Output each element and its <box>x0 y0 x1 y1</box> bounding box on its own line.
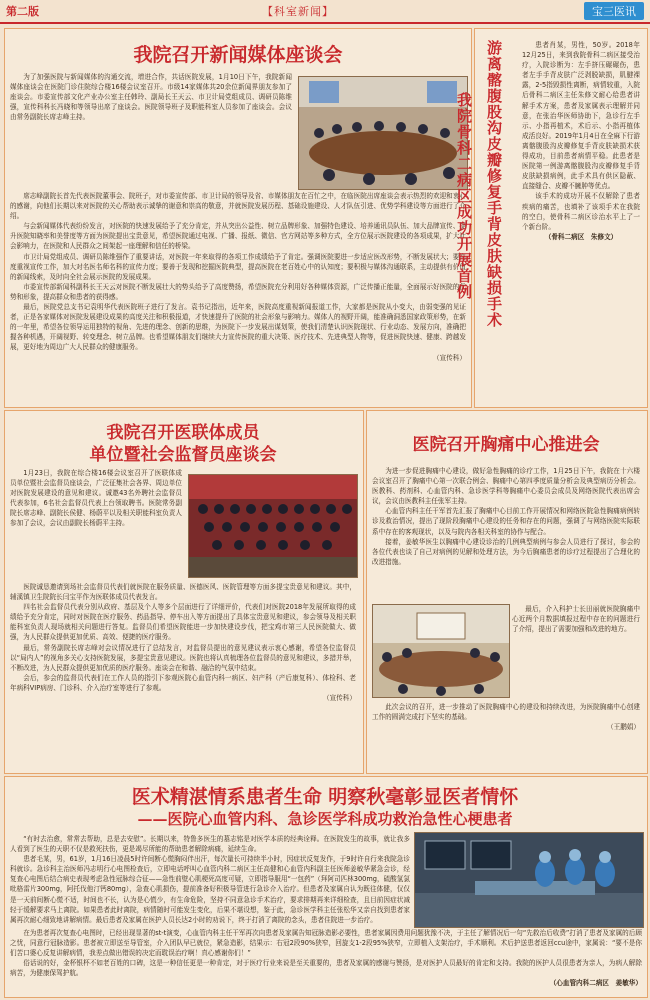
paragraph: 患者毛某，男，61岁，1月16日凌晨5时许间断心慌胸闷伴出汗，每次量长可持续半小时，因症状反复发作，于9时许自行来我院急诊科就诊。急诊科主治医师冯志明行心电图检查后，立即电话呼叫心血管内科二病区主任高健和心血管内科副主任医师姜敏华紧急会诊，经复查心电图后结合病史表现考虑急性冠脉综合征——急性前壁心肌梗死高度可疑，立即指导服用“一包药”（拜阿司匹林300mg，硫酸氢氯吡格雷片300mg，阿托伐他汀钙80mg），急查心肌损伤，提前准备好积极导管进行急诊介入治疗。但患者及家属自认为既往体健，仅仅是一天前间断心慌不适，时间也不长，认为是心慌少，有生命危险，坚持不同意急诊手术治疗，要求排期再来详细检查，且目前因症状减轻于缓解要求马上离院。如果患者此时离院，病情随时可能发生变化，后果不堪设想，鉴于此，急诊医学科主任张松华又亲自找到患者家属再次耐心细致地讲解病情。最后患者及家属在医护人员长达2小时的劝说下，终于打消了离院的念头，患者住院进一步治疗。 <box>10 855 410 924</box>
paragraph: 在为患者再次复查心电图时，已经出现显著的st-t演变，心血管内科主任干军再次向患者及家属告知冠脉造影必要性，患者家属因费用问题犹豫不决，于主任了解情况后一句“先救治后收费”打消了患者及家属的后顾之忧，同意行冠脉造影。患者被立即送至导管室，介入团队早已就位，紧急造影，结果示：右冠2段90%狭窄，回旋支1-2段95%狭窄，立即植入支架治疗，手术顺利。术后护送患者返回ccu途中，家属说：“要不是你们苦口婆心反复讲解病情，我差点做出错误的决定而耽误治疗啊！真心感谢你们！” <box>10 929 642 958</box>
cath-lab-photo <box>414 832 644 928</box>
paragraph: 市委宣传部新闻科副科长王天云对医院不断发展壮大的势头给予了高度赞扬，希望医院充分利用好各种媒体资源，广泛传播正能量，全面展示好医院的优势和形象，提高群众和患者的获得感。 <box>10 282 466 301</box>
byline: （王鹏娟） <box>607 723 640 732</box>
paragraph: 最后，常务副院长席志峰对会议情况进行了总结发言，对监督员提出的意见建议表示衷心感谢，希望各位监督员以“局内人”的视角多关心支持医院发展，多提宝贵意见建议。医院也将认真梳理各位监督员的意见和建议，多措并举，不断改进，为人民群众提供更加优质的医疗服务。座谈会在和谐、融洽的气氛中结束。 <box>10 643 356 672</box>
article-orthopedics-subtitle: 我院骨科二病区成功开展首例 <box>455 92 473 300</box>
article-cardiac-rescue-subtitle: ——医院心血管内科、急诊医学科成功救治急性心梗患者 <box>137 810 513 828</box>
paragraph: 医院诚恳邀请到场社会监督员代表们就医院在服务质量、医德医风、医院管理等方面多提宝贵意见和建议。其中，辅溪镇卫生院院长闫宝平作为医联体成员代表发言。 <box>10 583 356 602</box>
supervisor-group-photo <box>188 474 358 578</box>
article-supervisor-forum-body-cont <box>10 582 356 768</box>
article-cardiac-rescue-body <box>10 834 410 924</box>
paragraph: 俗话说的好，金杯银杯不如老百姓的口碑，这是一种信任更是一种肯定，对于医疗行业来说是至关重要的，患者及家属的感谢与赞扬，是对医护人员最好的肯定和支持。我院的医护人员很患者为亲人，为病人解除病苦，为健康保驾护航。 <box>10 959 642 978</box>
article-chest-pain-body-side <box>512 604 640 700</box>
paragraph: 市卫计局党组成员、调研员陈维强作了重要讲话，对医院一年来取得的各项工作成绩给予了肯定。强调医院要进一步适应医改形势，不断发展状大；要高度重视宣传工作，加大对名医名师名科的宣传力度；要善于发现和挖掘医院典型，提高医院在老百姓心中的认知度；要积极与媒体沟通联系，主动提供有价值的新闻线索，及时向全社会展示医院的发展成果。 <box>10 252 466 281</box>
paragraph: 四名社会监督员代表分别从政府、基层及个人等多个层面进行了详细评价，代表们对医院2018年发展所取得的成绩给予充分肯定，同时对医院在医疗服务、药品指导、停车出入等方面提出了具体宝贵意见和建议，参会领导及相关职能科室负责人现场就相关问题进行答复。监督员们希望医院能进一步加快建设步伐，把宝鸡市第三人民医院做大、做强，为人民群众提供更加优质、高效、便捷的医疗服务。 <box>10 603 356 642</box>
article-chest-pain-title: 医院召开胸痛中心推进会 <box>412 435 600 455</box>
paragraph: 此次会议的召开，进一步推动了医院胸痛中心的建设和持续改进，为医院胸痛中心创建工作的圆满完成打下坚实的基础。 <box>372 703 640 722</box>
paragraph: 该手术的成功开展不仅解除了患者疾病的痛苦，也填补了该项手术在我院的空白，使骨科二病区诊治水平上了一个新台阶。 <box>522 192 640 231</box>
paragraph: 最后，介入科护士长田丽就医院胸痛中心近两个月数据填报过程中存在的问题进行了介绍，提出了需要加强和改进的地方。 <box>512 605 640 634</box>
paragraph: 接着，姜敏华医生以胸痛中心建设诊治的几例典型病例与参会人员进行了探讨，参会的各位代表也谈了自己对病例的见解和处理方法，为今后胸痛患者的诊疗过程提出了合理化的改进措施。 <box>372 537 640 566</box>
article-supervisor-forum-body <box>10 468 182 580</box>
media-forum-photo <box>298 76 468 190</box>
article-chest-pain-body-cont <box>372 702 640 768</box>
section-name: 【科室新闻】 <box>262 5 334 18</box>
article-supervisor-forum-title-line2: 单位暨社会监督员座谈会 <box>89 445 277 465</box>
paragraph: 席志峰副院长首先代表医院董事会、院班子，对市委宣传部、市卫计局的领导及省、市媒体朋友在百忙之中，在临医院出席座谈会表示热烈的欢迎和衷心的感谢，向他们长期以来对医院的关心帮助表示诚挚的谢意和崇高的敬意，并就医院发展历程、基础设施建设、人才队伍引进、优势学科建设等方面进行了介绍。 <box>10 192 466 221</box>
article-media-forum-body <box>10 72 292 190</box>
page-number: 第二版 <box>6 5 39 18</box>
paragraph: “有时去治愈，常常去帮助，总是去安慰”。长期以来，特鲁多医生的墓志铭是对医学本质的经典诠释。在医院发生的故事，就让我多人看到了医生的天职不仅是救死扶伤，更是竭尽所能的帮助患者解除病痛，延续生命。 <box>10 835 410 854</box>
article-chest-pain-body <box>372 466 640 602</box>
paragraph: 最后，医院党总支书记袁明华代表医院班子进行了发言。袁书记指出，近年来，医院高度重视新闻报道工作，大家都是医院从小变大，由弱变强的见证者，正是各家媒体对医院发展建设成果的高度关注和积极报道，才快速提升了医院的社会形象与影响力。媒体人的视野开阔，能准确洞悉国家政策形势，在新的一年里，希望各位领导运用独特的视角、先进的理念、创新的思维，为医院下一步发展出谋划策，使我们清楚认识医院现状、行业动态、发展方向，准确把握各种机遇，开阔视野、转变理念、树立品牌。也希望媒体朋友们继续大力宣传医院的重大决策、医疗技术、先进典型人物等，促进医院快速、健康、跨越发展，更好地为周边广大人民群众的健康服务。 <box>10 303 466 352</box>
paragraph: 1月23日，我院在综合楼16楼会议室召开了医联体成员单位暨社会监督员座谈会，广泛征集社会各界、周边单位对医院发展建设的意见和建议。诚邀43名外聘社会监督员代表参加，6名社会监督员代表上台领取聘书。医院常务副院长席志峰、副院长侯健、杨蔚平以及相关职能科室负责人参加了会议，会议由副院长杨蔚平主持。 <box>10 469 182 528</box>
paragraph: 心血管内科主任干军首先汇报了胸痛中心目前工作开展情况和网络医院急性胸痛病例转诊及救治情况，提出了现阶段胸痛中心建设的任务和存在的问题，强调了与网络医院实际联系中存在的客观现状，以及与院内各相关科室的协作与配合。 <box>372 507 640 536</box>
byline: （宣传科） <box>323 694 356 703</box>
article-supervisor-forum-title-line1: 我院召开医联体成员 <box>106 423 260 443</box>
byline: （宣传科） <box>433 353 466 362</box>
chest-pain-meeting-photo <box>372 604 510 698</box>
newspaper-name: 宝三医讯 <box>584 2 644 20</box>
article-orthopedics-title: 游离髂腹股沟皮瓣修复手背皮肤缺损手术 <box>485 40 503 328</box>
paragraph: 患者肖某，男性，50岁。2018年12月25日，来到我院骨科二病区接受治疗，入院诊断为：左手挤压碾碾伤，患者左手手背皮肤广泛剥脱缺损，肌腱裸露，2-5指毁损性离断，病情较重，入院后骨科二病区主任朱修文耐心给患者讲解手术方案，患者及家属表示理解并同意，在张治华医师协助下，急诊行左手示、小指再植术，术后示、小指再植体成活良好。2019年1月4日在全麻下行游离髂腹股沟皮瓣修复手背皮肤缺损术获得成功，目前患者病情平稳。此患者是医院第一例游离髂腹股沟皮瓣修复手背皮肤缺损病例，此手术具有供区隐蔽、直接缝合、皮瓣不臃肿等优点。 <box>522 41 640 191</box>
paragraph: 与会新闻媒体代表纷纷发言，对医院的快速发展给予了充分肯定，并从突出公益性、树立品牌形象、加强特色建设、培养通讯员队伍、加大品牌宣传、提升医院知晓率和美誉度等方面为医院提出宝贵意见，希望医院通过电视、广播、报纸、微信、官方网站等多种方式，全方位展示医院建设的各项成果，扩大社会影响力，在医院和人民群众之间架起一座理解和信任的桥梁。 <box>10 222 466 251</box>
article-media-forum-title: 我院召开新闻媒体座谈会 <box>133 44 343 66</box>
article-media-forum-body-cont <box>10 191 466 401</box>
paragraph: 为了加强医院与新闻媒体的沟通交流，增进合作，共话医院发展，1月10日下午，我院新闻媒体座谈会在医院门诊住院综合楼16楼会议室召开。市级14家媒体共20余位新闻界朋友参加了座谈会。市委宣传部文化产业办公室主任韩玲、副局长王天云、市卫计局党组成员、调研员陈维强，宣传科科长冯晓和等领导出席了座谈会。医院领导班子及职能科室人员参加了座谈会。会议由常务副院长席志峰主持。 <box>10 73 292 122</box>
paragraph: 会后，参会的监督员代表们在工作人员的指引下参观医院心血管内科一病区、妇产科（产后康复科）、体检科、老年病科VIP病房、门诊科、介入治疗室等进行了参观。 <box>10 673 356 692</box>
article-cardiac-rescue-body-cont <box>10 928 642 994</box>
article-orthopedics-body <box>522 40 640 404</box>
paragraph: 为进一步促进胸痛中心建设，做好急性胸痛的诊疗工作，1月25日下午，我院在十六楼会议室召开了胸痛中心第一次联合例会、胸痛中心第四季度质量分析会及典型病历分析会。医教科、药剂科、心血管内科、急诊医学科等胸痛中心委员会成员及网络医院代表出席会议，会议由医教科主任张军主持。 <box>372 467 640 506</box>
byline: （骨科二病区 朱修文） <box>544 232 618 241</box>
byline: （心血管内科二病区 姜敏华） <box>549 979 642 988</box>
article-cardiac-rescue-title: 医术精湛情系患者生命 明察秋毫彰显医者情怀 <box>131 786 519 808</box>
